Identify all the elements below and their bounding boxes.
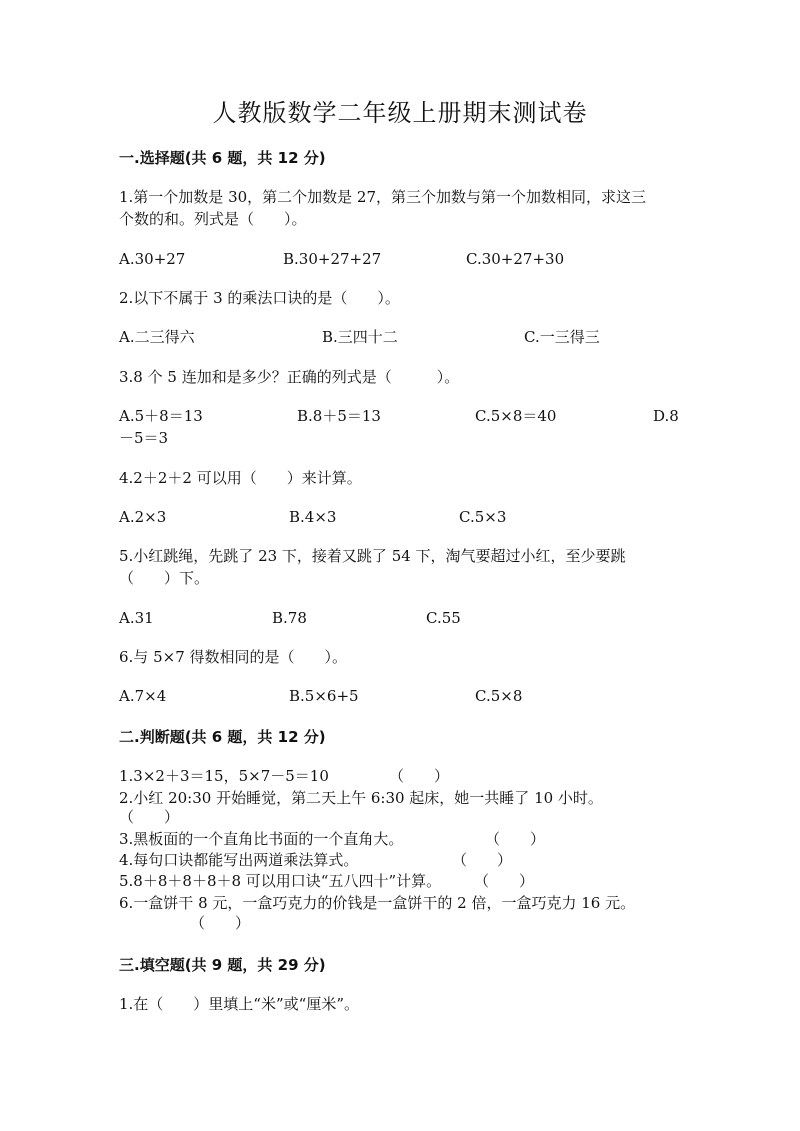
judgement-4: 4.每句口诀都能写出两道乘法算式。 <box>119 851 359 869</box>
judgement-3: 3.黑板面的一个直角比书面的一个直角大。 <box>119 830 404 848</box>
question-2-option-b: B.三四十二 <box>322 328 398 346</box>
question-4-option-c: C.5×3 <box>459 508 507 526</box>
question-3-option-d: D.8 <box>653 407 679 425</box>
section-heading-fill: 三.填空题(共 9 题，共 29 分) <box>119 956 326 974</box>
question-6-option-b: B.5×6+5 <box>289 687 359 705</box>
judgement-6-bracket: （ ） <box>190 914 251 932</box>
question-4-option-a: A.2×3 <box>119 508 167 526</box>
question-4-option-b: B.4×3 <box>289 508 337 526</box>
judgement-3-bracket: （ ） <box>485 830 546 848</box>
fill-1: 1.在（ ）里填上“米”或“厘米”。 <box>119 995 359 1013</box>
question-2-option-c: C.一三得三 <box>524 328 600 346</box>
judgement-5-bracket: （ ） <box>474 872 535 890</box>
section-heading-judgement: 二.判断题(共 6 题，共 12 分) <box>119 728 326 746</box>
judgement-1-bracket: （ ） <box>389 767 450 785</box>
question-2-option-a: A.二三得六 <box>119 328 195 346</box>
question-2: 2.以下不属于 3 的乘法口诀的是（ ）。 <box>119 289 400 307</box>
question-5-option-c: C.55 <box>426 609 461 627</box>
judgement-2-bracket: （ ） <box>119 808 180 826</box>
question-1-line-1: 1.第一个加数是 30，第二个加数是 27，第三个加数与第一个加数相同，求这三 <box>119 188 647 206</box>
question-5-line-2: （ ）下。 <box>119 569 210 587</box>
question-6-option-c: C.5×8 <box>475 687 523 705</box>
question-1-option-b: B.30+27+27 <box>283 250 382 268</box>
question-3-option-b: B.8＋5＝13 <box>297 407 381 425</box>
question-5-line-1: 5.小红跳绳，先跳了 23 下，接着又跳了 54 下，淘气要超过小红，至少要跳 <box>119 547 626 565</box>
question-1-option-c: C.30+27+30 <box>466 250 565 268</box>
question-3-option-d-cont: －5＝3 <box>119 429 169 447</box>
question-4: 4.2＋2＋2 可以用（ ）来计算。 <box>119 469 362 487</box>
question-1-option-a: A.30+27 <box>119 250 186 268</box>
judgement-2: 2.小红 20:30 开始睡觉，第二天上午 6:30 起床，她一共睡了 10 小时。 <box>119 789 603 807</box>
question-5-option-b: B.78 <box>272 609 307 627</box>
section-heading-choice: 一.选择题(共 6 题，共 12 分) <box>119 149 326 167</box>
question-6-option-a: A.7×4 <box>119 687 167 705</box>
question-6: 6.与 5×7 得数相同的是（ ）。 <box>119 648 348 666</box>
judgement-6: 6.一盒饼干 8 元，一盒巧克力的价钱是一盒饼干的 2 倍，一盒巧克力 16 元。 <box>119 894 636 912</box>
question-3-option-a: A.5＋8＝13 <box>119 407 203 425</box>
page-title: 人教版数学二年级上册期末测试卷 <box>212 99 588 127</box>
question-3-option-c: C.5×8＝40 <box>475 407 557 425</box>
judgement-1: 1.3×2＋3＝15，5×7－5＝10 <box>119 767 329 785</box>
judgement-4-bracket: （ ） <box>452 851 513 869</box>
question-5-option-a: A.31 <box>119 609 154 627</box>
question-3: 3.8 个 5 连加和是多少？正确的列式是（ ）。 <box>119 368 460 386</box>
question-1-line-2: 个数的和。列式是（ ）。 <box>119 210 307 228</box>
judgement-5: 5.8＋8＋8＋8＋8 可以用口诀“五八四十”计算。 <box>119 872 442 890</box>
